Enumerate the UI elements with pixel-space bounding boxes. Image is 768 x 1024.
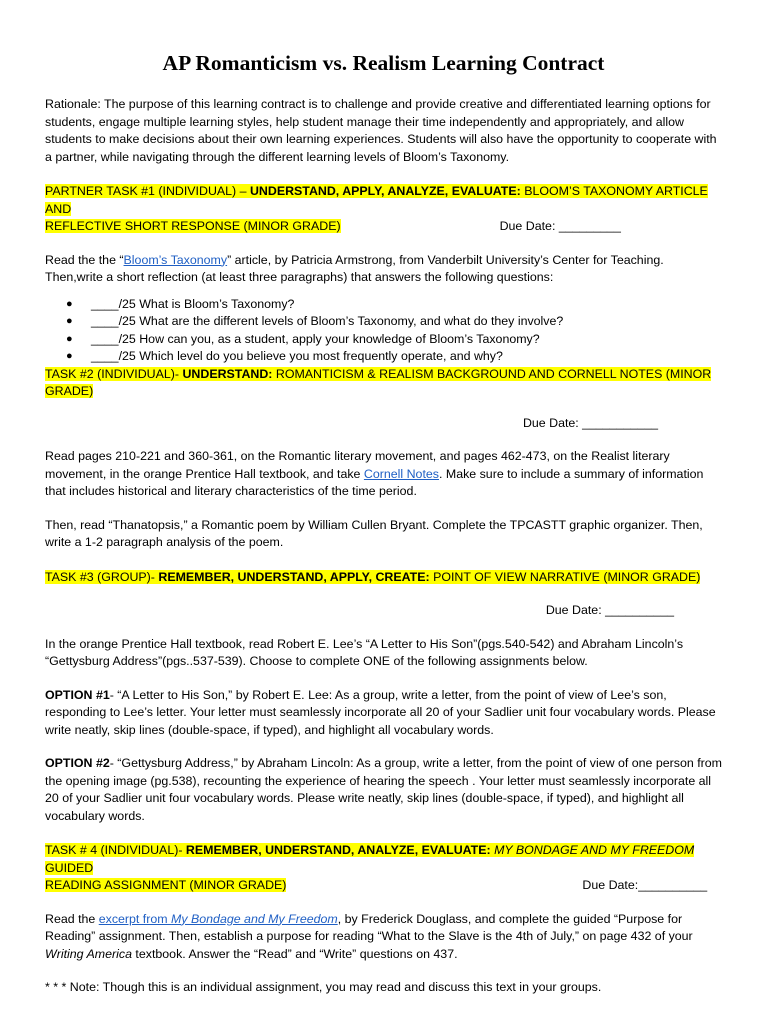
task2-heading-highlight (45, 367, 711, 399)
task2-due-date: Due Date: ___________ (522, 415, 658, 430)
task3-due-date: Due Date: __________ (545, 603, 674, 617)
task1-intro-post: ” article, by Patricia Armstrong, from Vanderbilt University’s Center for Teaching. Then,write a short reflection (at least three paragraphs) that answers the following questions: (45, 252, 664, 284)
question-text: ____/25 What are the different levels of Bloom’s Taxonomy, and what do they involve? (91, 314, 564, 328)
list-item (66, 296, 722, 314)
task4-note: * * * Note: Though this is an individual assignment, you may read and discuss this text in your groups. (45, 980, 602, 994)
task4-heading (45, 842, 722, 895)
task4-para-pre: Read the (45, 911, 99, 926)
question-text: ____/25 Which level do you believe you most frequently operate, and why? (91, 349, 503, 363)
task4-title-line2: READING ASSIGNMENT (MINOR GRADE) (45, 878, 287, 892)
task3-paragraph: In the orange Prentice Hall textbook, read Robert E. Lee’s “A Letter to His Son”(pgs.540-542) and Abraham Lincoln’s “Gettysburg Address”(pgs..537-539). Choose to complete ONE of the following assignments below. (45, 636, 684, 668)
rationale-label: Rationale: (45, 97, 101, 111)
task3-levels: REMEMBER, UNDERSTAND, APPLY, CREATE: (158, 569, 434, 584)
task1-prefix: PARTNER TASK #1 (INDIVIDUAL) – (45, 184, 250, 198)
option1-label: OPTION #1 (45, 687, 110, 702)
task1-instructions (45, 252, 722, 287)
option2-label: OPTION #2 (45, 756, 110, 770)
task1-title-line1: BLOOM’S TAXONOMY ARTICLE AND (45, 184, 708, 216)
task3-title: POINT OF VIEW NARRATIVE (MINOR GRADE) (433, 569, 701, 584)
task2-heading (45, 366, 722, 401)
option1-text: - “A Letter to His Son,” by Robert E. Lee: As a group, write a letter, from the point of view of Lee’s son, responding to Lee’s letter. Your letter must seamlessly incorporate all 20 of your Sadlier unit four vocabulary words. Please write neatly, skip lines (double-space, if typed), and highlight all vocabulary words. (45, 687, 716, 737)
task4-title-line1: GUIDED (45, 860, 94, 875)
task1-heading (45, 183, 722, 236)
task3-prefix: TASK #3 (GROUP)- (45, 569, 159, 584)
question-text: ____/25 What is Bloom’s Taxonomy? (91, 296, 295, 311)
task2-para1-post: . Make sure to include a summary of information that includes historical and literary characteristics of the time period. (45, 466, 704, 498)
cornell-notes-link[interactable]: Cornell Notes (363, 466, 439, 481)
bullet-icon: ● (66, 332, 73, 345)
rationale-paragraph (45, 96, 722, 166)
task3-option1 (45, 687, 722, 740)
rationale-text: The purpose of this learning contract is to challenge and provide creative and differentiated learning options for students, engage multiple learning styles, help student manage their time independently and appropriately, and allow students to make decisions about their own learning experiences. Students will also have the opportunity to cooperate with a partner, while navigating through the different learning levels of Bloom’s Taxonomy. (45, 97, 717, 164)
excerpt-link-text: excerpt from (98, 911, 172, 926)
blooms-taxonomy-link[interactable]: Bloom’s Taxonomy (123, 252, 228, 267)
list-item (66, 313, 722, 331)
bullet-icon: ● (66, 315, 73, 327)
task2-para1-pre: Read pages 210-221 and 360-361, on the Romantic literary movement, and pages 462-473, on the Realist literary movement, in the orange Prentice Hall textbook, and take (45, 449, 670, 481)
task1-due-date: Due Date: _________ (499, 219, 621, 233)
task3-option2 (45, 755, 722, 825)
task3-heading (45, 569, 722, 587)
task4-due-date: Due Date:__________ (582, 878, 708, 892)
task1-intro-pre: Read the the “ (45, 252, 124, 267)
task2-prefix: TASK #2 (INDIVIDUAL)- (45, 366, 183, 381)
task2-paragraph-2: Then, read “Thanatopsis,” a Romantic poem by William Cullen Bryant. Complete the TPCASTT graphic organizer. Then, write a 1-2 paragraph analysis of the poem. (45, 517, 703, 549)
list-item (66, 348, 722, 366)
task3-heading-highlight (45, 570, 700, 584)
document-title: AP Romanticism vs. Realism Learning Contract (162, 51, 605, 75)
task1-heading-line1 (45, 184, 708, 216)
excerpt-link[interactable] (99, 912, 338, 926)
task2-levels: UNDERSTAND: (182, 366, 276, 381)
writing-america-title: Writing America (45, 946, 132, 961)
task4-levels: REMEMBER, UNDERSTAND, ANALYZE, EVALUATE: (185, 843, 495, 857)
task4-para-post: textbook. Answer the “Read” and “Write” questions on 437. (131, 946, 458, 961)
bullet-icon: ● (66, 297, 73, 310)
task4-paragraph (45, 911, 722, 964)
task4-heading-line1 (45, 843, 694, 875)
option2-text: - “Gettysburg Address,” by Abraham Lincoln: As a group, write a letter, from the point of view of one person from the opening image (pg.538), recounting the experience of hearing the speech . Your letter must seamlessly incorporate all 20 of your Sadlier unit four vocabulary words. Please write neatly, skip lines (double-space, if typed), and highlight all vocabulary words. (45, 756, 722, 823)
excerpt-link-title: My Bondage and My Freedom (171, 911, 338, 926)
question-text: ____/25 How can you, as a student, apply your knowledge of Bloom’s Taxonomy? (91, 331, 540, 346)
bullet-icon: ● (66, 350, 73, 362)
task4-book-title: MY BONDAGE AND MY FREEDOM (494, 843, 695, 857)
task1-title-line2: REFLECTIVE SHORT RESPONSE (MINOR GRADE) (45, 219, 341, 233)
task2-paragraph-1 (45, 448, 722, 501)
task4-para-mid: , by Frederick Douglass, and complete the guided “Purpose for Reading” assignment. Then, establish a purpose for reading “What to the Slave is the 4th of July,” on page 432 of your (45, 911, 693, 943)
task2-title: ROMANTICISM & REALISM BACKGROUND AND CORNELL NOTES (MINOR GRADE) (45, 366, 712, 398)
task1-question-list (45, 296, 722, 366)
list-item (66, 331, 722, 349)
task4-prefix: TASK # 4 (INDIVIDUAL)- (45, 843, 186, 857)
task1-levels: UNDERSTAND, APPLY, ANALYZE, EVALUATE: (249, 184, 525, 198)
